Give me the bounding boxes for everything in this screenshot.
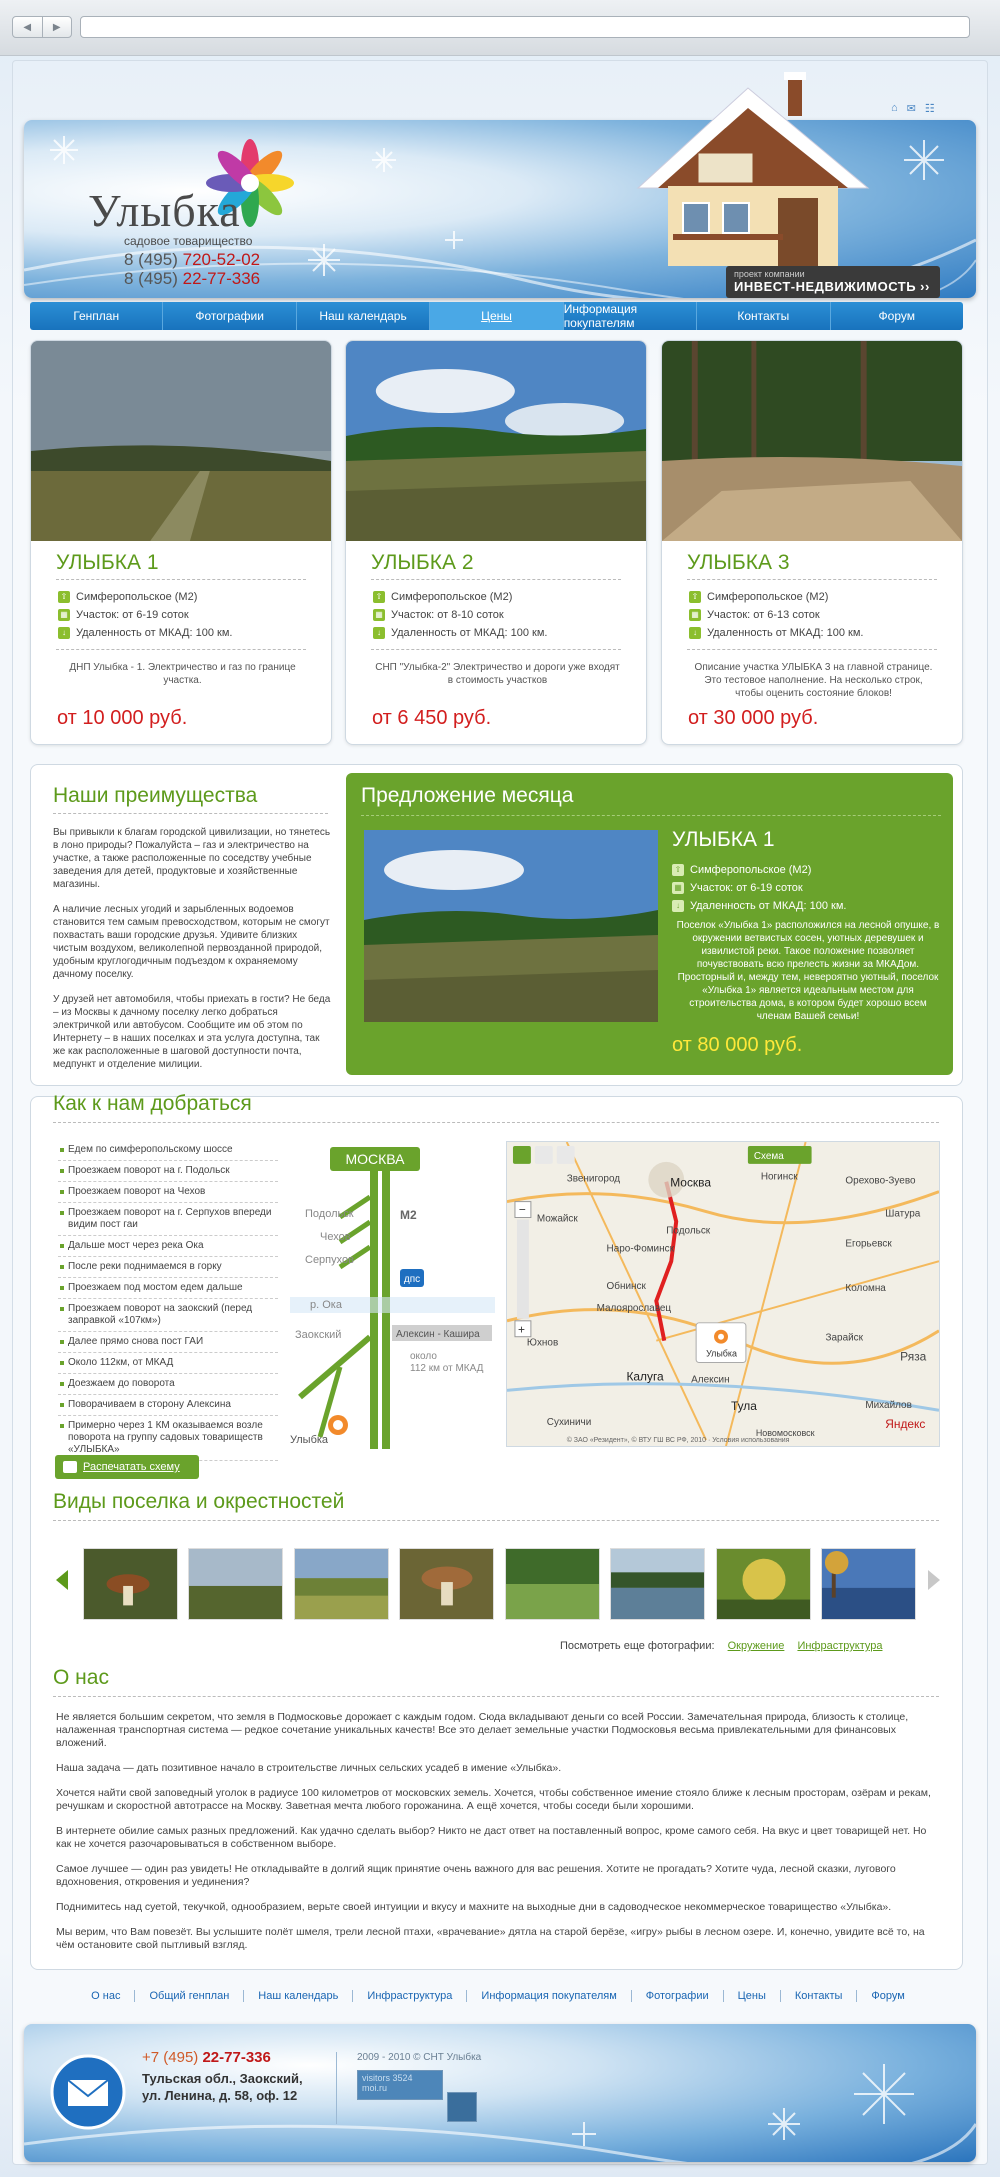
map-label: Шатура (885, 1208, 921, 1220)
more-link-infrastructure[interactable]: Инфраструктура (797, 1640, 883, 1652)
route-step: Около 112км, от МКАД (58, 1353, 278, 1374)
footer-nav (58, 1990, 938, 2002)
card-feature: ▦ Участок: от 8-10 соток (373, 609, 504, 621)
distance-icon: ↓ (373, 627, 385, 639)
divider (53, 813, 328, 814)
map-label: Подольск (666, 1225, 711, 1237)
map-label: Малоярославец (596, 1302, 672, 1314)
card-title[interactable]: УЛЫБКА 3 (687, 551, 790, 574)
card-feature: ↓ Удаленность от МКАД: 100 км. (373, 627, 547, 639)
offer-description: Поселок «Улыбка 1» расположился на лесной опушке, в окружении ветвистых сосен, уютных деревушек и извилистой реки. Такое положение позволяет почувствовать всю прелесть жизни за МКАДом. Просторный и, между тем, невероятно уютный, поселок «Улыбка 1» является идеальным местом для строительства дома, в котором будет хорошо всем членам Вашей семьи! (676, 920, 940, 1022)
footer-link[interactable]: Наш календарь (244, 1990, 353, 2002)
card-price: от 6 450 руб. (372, 707, 492, 729)
divider (687, 579, 937, 580)
map-label: Можайск (536, 1213, 578, 1225)
nav-item-forum[interactable]: Форум (878, 309, 915, 323)
scheme-m2: M2 (400, 1208, 417, 1222)
card-title[interactable]: УЛЫБКА 2 (371, 551, 474, 574)
settlement-card[interactable] (661, 340, 963, 745)
divider (361, 815, 941, 816)
map-label: Сухиничи (546, 1417, 592, 1429)
offer-title: Предложение месяца (361, 784, 574, 807)
logo-text[interactable]: Улыбка (88, 185, 241, 236)
route-scheme (290, 1147, 495, 1449)
map-label: Калуга (626, 1369, 664, 1384)
road-icon: ⇧ (672, 864, 684, 876)
scheme-dps: дпс (403, 1274, 421, 1285)
mail-icon[interactable] (50, 2054, 126, 2130)
scheme-chekhov: Чехов (320, 1231, 351, 1243)
map-label: Улыбка (706, 1348, 738, 1359)
divider (53, 1122, 939, 1123)
footer-link[interactable]: Информация покупателям (467, 1990, 631, 2002)
header-phone-1: 8 (495) 720-52-02 (124, 250, 261, 269)
card-feature: ⇧ Симферопольское (М2) (689, 591, 828, 603)
card-title[interactable]: УЛЫБКА 1 (56, 551, 159, 574)
more-link-surroundings[interactable]: Окружение (727, 1640, 785, 1652)
route-step: Дальше мост через река Ока (58, 1236, 278, 1257)
route-step: Примерно через 1 КМ оказываемся возле поворота на группу садовых товариществ «УЛЫБКА» (58, 1416, 278, 1461)
route-step: Доезжаем до поворота (58, 1374, 278, 1395)
card-price: от 10 000 руб. (57, 707, 188, 729)
footer-link[interactable]: О нас (77, 1990, 135, 2002)
map-label: Москва (670, 1175, 711, 1190)
route-step: Проезжаем поворот на заокский (перед заправкой «107км») (58, 1299, 278, 1332)
gallery-thumb[interactable] (505, 1548, 600, 1620)
map-label: Юхнов (526, 1337, 559, 1349)
card-description: Описание участка УЛЫБКА 3 на главной странице. Это тестовое наполнение. На несколько строк, чтобы оценить состояние блоков! (694, 662, 933, 699)
route-title: Как к нам добраться (53, 1092, 252, 1115)
map-label: Звенигород (566, 1173, 621, 1185)
gallery-thumb[interactable] (294, 1548, 389, 1620)
home-icon[interactable]: ⌂ (891, 102, 898, 114)
settlement-card[interactable] (30, 340, 332, 745)
card-feature: ↓ Удаленность от МКАД: 100 км. (58, 627, 232, 639)
card-description: СНП "Улыбка-2" Электричество и дороги уже входят в стоимость участков (375, 662, 620, 686)
main-nav (30, 302, 963, 330)
plot-icon: ▦ (689, 609, 701, 621)
nav-item-prices[interactable]: Цены (430, 302, 563, 330)
nav-item-genplan[interactable]: Генплан (30, 302, 163, 330)
footer-link[interactable]: Фотографии (632, 1990, 724, 2002)
card-feature: ▦ Участок: от 6-19 соток (58, 609, 189, 621)
scheme-oka: р. Ока (310, 1299, 342, 1311)
card-photo[interactable] (346, 341, 646, 541)
footer-copyright: 2009 - 2010 © СНТ Улыбка (357, 2052, 482, 2063)
distance-icon: ↓ (689, 627, 701, 639)
map-label: Михайлов (865, 1400, 912, 1412)
nav-item-photos[interactable]: Фотографии (163, 302, 296, 330)
about-text: Не является большим секретом, что земля в Подмосковье дорожает с каждым годом. Сюда вкладывают деньги со всей России. Замечательная природа, близость к столице, налаженная транспортная система — редкое сочетание уникальных качеств! Все это делает земельные участки Подмосковья весьма привлекательными для финансовых вложений. Наша задача — дать позитивное начало в строительстве личных сельских усадеб в имение «Улыбка». Хочется найти свой заповедный уголок в радиусе 100 километров от московских земель. Хочется, чтобы собственное имение стояло ближе к лесным просторам, озёрам и рекам, речушкам и скоростной автотрассе на Москву. Заветная мечта любого горожанина. А ещё хочется, чтобы соседи были хорошими. В интернете обилие самых разных предложений. Как удачно сделать выбор? Никто не даст ответ на поставленный вопрос, кроме самого себя. На вкус и цвет товарищей нет. Но как не хочется разочаровываться в собственном выборе. Самое лучшее — один раз увидеть! Не откладывайте в долгий ящик принятие очень важного для вас решения. Хотите не прогадать? Хотите чуда, лесной сказки, лугового вдохновения, откровения и уединения? Поднимитесь над суетой, текучкой, однообразием, верьте своей интуиции и вкусу и махните на выходные дни в садоводческое некоммерческое товарищество «Улыбка». Мы верим, что Вам повезёт. Вы услышите полёт шмеля, трели лесной птахи, «врачевание» дятла на старой берёзе, «игру» рыбы в лесном озере. И, конечно, увидите всё то, на чём остановите свой пытливый взгляд. (56, 1711, 931, 1951)
route-step: Поворачиваем в сторону Алексина (58, 1395, 278, 1416)
map-label: Зарайск (825, 1332, 864, 1344)
invest-banner[interactable]: проект компании ИНВЕСТ-НЕДВИЖИМОСТЬ ›› (726, 266, 940, 298)
footer-address: Тульская обл., Заокский, ул. Ленина, д. 58, оф. 12 (142, 2071, 303, 2103)
road-icon: ⇧ (58, 591, 70, 603)
card-photo[interactable] (31, 341, 331, 541)
divider (687, 649, 937, 650)
footer-phone: +7 (495) 22-77-336 (142, 2049, 271, 2066)
ruler-icon[interactable] (557, 1146, 575, 1164)
footer-link[interactable]: Общий генплан (135, 1990, 244, 2002)
map-label: Ногинск (760, 1171, 798, 1183)
scheme-logo: Улыбка (290, 1434, 329, 1446)
counter-badge[interactable] (447, 2092, 477, 2122)
route-step: Едем по симферопольскому шоссе (58, 1140, 278, 1161)
gallery-prev-icon[interactable] (56, 1570, 68, 1590)
map-label: Яндекс (885, 1417, 926, 1432)
printer-icon (63, 1461, 77, 1473)
gallery-title: Виды поселка и окрестностей (53, 1490, 345, 1513)
scheme-aleksin: Алексин - Кашира (396, 1329, 480, 1340)
divider (336, 2052, 337, 2124)
header-phone-2: 8 (495) 22-77-336 (124, 269, 261, 288)
map-label: Новомосковск (755, 1428, 815, 1439)
route-step: Проезжаем поворот на г. Серпухов впереди видим пост гаи (58, 1203, 278, 1236)
scheme-near: около (410, 1351, 437, 1362)
divider (371, 579, 621, 580)
card-feature: ⇧ Симферопольское (М2) (373, 591, 512, 603)
back-icon[interactable]: ◀ (13, 17, 43, 37)
print-scheme-button[interactable]: Распечатать схему (55, 1455, 199, 1479)
map-label: Алексин (691, 1374, 730, 1386)
hand-icon[interactable] (513, 1146, 531, 1164)
map-mode: Схема (753, 1150, 784, 1162)
distance-icon: ↓ (672, 900, 684, 912)
zoom-box-icon[interactable] (535, 1146, 553, 1164)
visit-counter[interactable]: visitors 3524 moi.ru (357, 2070, 443, 2100)
card-photo[interactable] (662, 341, 962, 541)
top-icons (891, 102, 935, 115)
footer-link[interactable]: Контакты (781, 1990, 858, 2002)
plot-icon: ▦ (58, 609, 70, 621)
road-icon: ⇧ (689, 591, 701, 603)
scheme-serpukhov: Серпухов (305, 1254, 354, 1266)
about-title: О нас (53, 1666, 109, 1689)
card-feature: ▦ Участок: от 6-13 соток (689, 609, 820, 621)
svg-text:+: + (517, 1322, 525, 1337)
scheme-zaoksky: Заокский (295, 1329, 342, 1341)
card-description: ДНП Улыбка - 1. Электричество и газ по границе участка. (69, 662, 296, 686)
forward-icon[interactable]: ▶ (52, 21, 61, 33)
offer-name[interactable]: УЛЫБКА 1 (672, 828, 775, 851)
gallery-thumb[interactable] (610, 1548, 705, 1620)
route-step: Проезжаем поворот на Чехов (58, 1182, 278, 1203)
gallery-next-icon[interactable] (928, 1570, 940, 1590)
nav-item-info[interactable]: Информация покупателям (564, 302, 697, 330)
house-illustration (598, 68, 898, 268)
map-label: Ряза (900, 1349, 927, 1364)
divider (53, 1696, 939, 1697)
route-step: Проезжаем под мостом едем дальше (58, 1278, 278, 1299)
plot-icon: ▦ (373, 609, 385, 621)
gallery-thumb[interactable] (188, 1548, 283, 1620)
map-copyright: © ЗАО «Резидент», © ВТУ ГШ ВС РФ, 2010 · Условия использования (566, 1437, 790, 1445)
footer-link[interactable]: Цены (724, 1990, 781, 2002)
zoom-slider[interactable] (517, 1219, 529, 1318)
route-steps (58, 1140, 278, 1461)
map-label: Обнинск (606, 1281, 646, 1293)
plot-icon: ▦ (672, 882, 684, 894)
divider (56, 579, 306, 580)
offer-price: от 80 000 руб. (672, 1034, 803, 1056)
card-feature: ⇧ Симферопольское (М2) (58, 591, 197, 603)
road-icon: ⇧ (373, 591, 385, 603)
scheme-podolsk: Подольск (305, 1208, 354, 1220)
footer-link[interactable]: Форум (871, 1990, 905, 2002)
nav-item-calendar[interactable]: Наш календарь (297, 302, 430, 330)
map-label: Егорьевск (845, 1238, 892, 1250)
map-label: Коломна (845, 1283, 886, 1295)
svg-text:−: − (518, 1202, 526, 1217)
browser-nav-buttons (12, 16, 72, 38)
offer-feature: ▦ Участок: от 6-19 соток (672, 882, 803, 894)
scheme-moscow: МОСКВА (345, 1151, 405, 1167)
offer-feature: ⇧ Симферопольское (М2) (672, 864, 811, 876)
divider (53, 1520, 939, 1521)
logo-subtitle: садовое товарищество (124, 234, 253, 248)
map-label: Орехово-Зуево (845, 1175, 916, 1187)
offer-photo[interactable] (364, 830, 658, 1022)
settlement-card[interactable] (345, 340, 647, 745)
yandex-map[interactable] (506, 1141, 940, 1447)
offer-feature: ↓ Удаленность от МКАД: 100 км. (672, 900, 846, 912)
sitemap-icon[interactable]: ☷ (924, 103, 935, 115)
card-price: от 30 000 руб. (688, 707, 819, 729)
distance-icon: ↓ (58, 627, 70, 639)
gallery-thumb[interactable] (83, 1548, 178, 1620)
divider (371, 649, 621, 650)
gallery-thumb[interactable] (716, 1548, 811, 1620)
route-step: Далее прямо снова пост ГАИ (58, 1332, 278, 1353)
divider (56, 649, 306, 650)
footer-link[interactable]: Инфраструктура (353, 1990, 467, 2002)
address-bar[interactable] (80, 16, 970, 38)
more-photos: Посмотреть еще фотографии: Окружение Инфраструктура (560, 1640, 883, 1652)
map-label: Наро-Фоминск (606, 1243, 674, 1255)
advantages-title: Наши преимущества (53, 784, 258, 807)
nav-item-contacts[interactable]: Контакты (697, 302, 830, 330)
mail-icon[interactable]: ✉ (906, 103, 916, 115)
route-step: Проезжаем поворот на г. Подольск (58, 1161, 278, 1182)
gallery-thumb[interactable] (821, 1548, 916, 1620)
card-feature: ↓ Удаленность от МКАД: 100 км. (689, 627, 863, 639)
map-label: Тула (730, 1399, 757, 1414)
gallery-thumb[interactable] (399, 1548, 494, 1620)
route-step: После реки поднимаемся в горку (58, 1257, 278, 1278)
advantages-text: Вы привыкли к благам городской цивилизации, но тянетесь в лоно природы? Пожалуйста – газ и электричество на участке, а также расположенные по соседству учебные заведения для детей, продуктовые и хозяйственные магазины. А наличие лесных угодий и зарыбленных водоемов становится тем самым превосходством, которым не смогут похвастать ваши городские друзья. Удивите близких чистым воздухом, великолепной первозданной природой, удобным круглогодичным подъездом к охраняемому дачному поселку. У друзей нет автомобиля, чтобы приехать в гости? Не беда – из Москвы к дачному поселку легко добраться электричкой или автобусом. Сообщите им об этом по Интернету – в наших поселках и эта услуга доступна, так же как расположенные в шаговой доступности почта, медпункт и отделение милиции. (53, 827, 331, 1070)
scheme-km: 112 км от МКАД (410, 1363, 484, 1374)
